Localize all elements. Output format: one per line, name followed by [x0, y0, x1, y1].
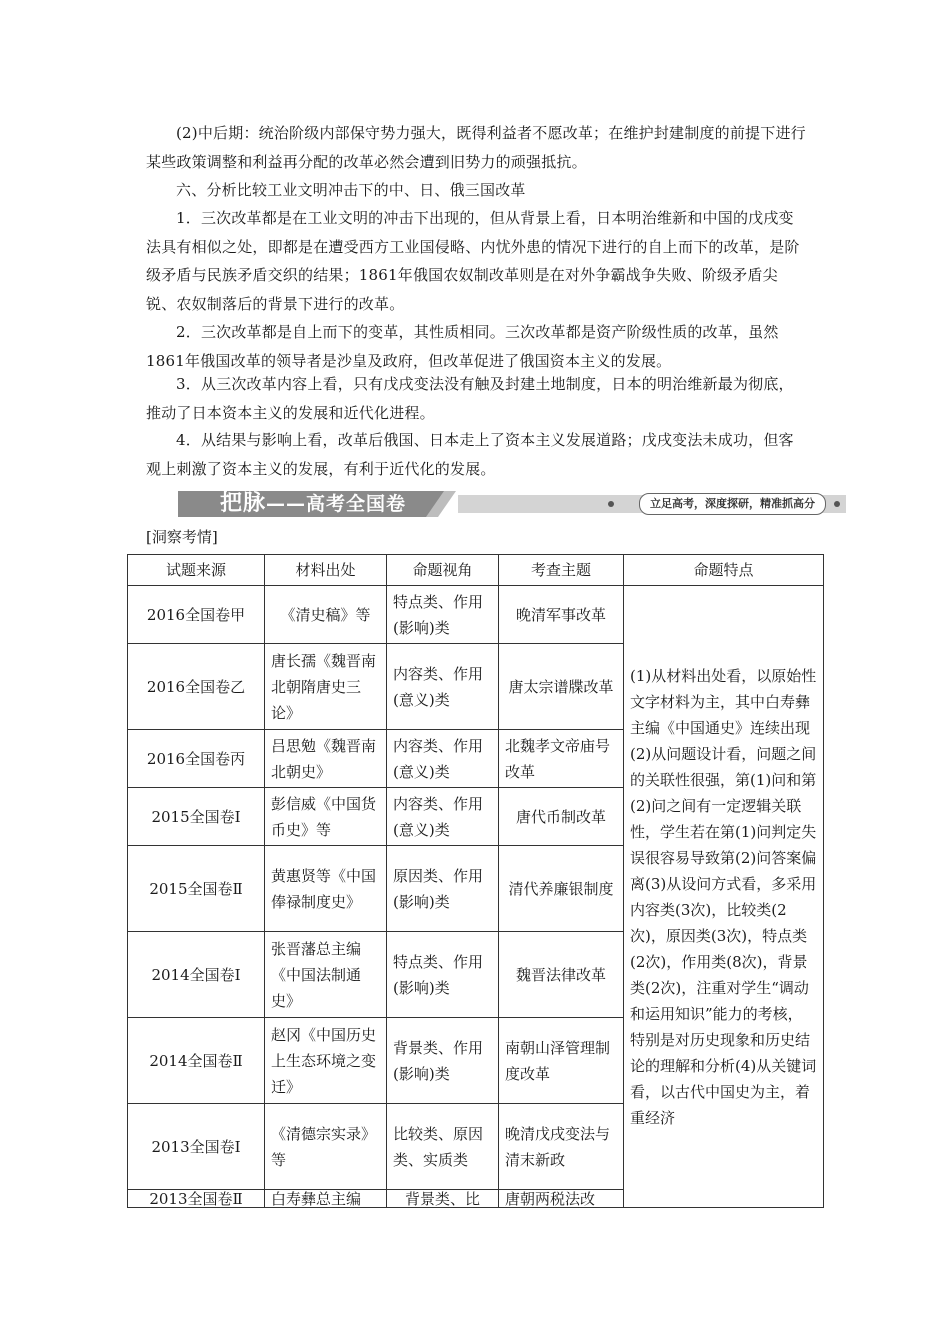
banner-title-sub: 高考全国卷 — [306, 493, 407, 515]
cell-source: 2016全国卷甲 — [128, 586, 265, 644]
section-banner — [178, 489, 846, 519]
banner-title-main: 把脉 — [220, 491, 267, 516]
section-heading-six: 六、分析比较工业文明冲击下的中、日、俄三国改革 — [176, 181, 526, 199]
cell-source: 2013全国卷Ⅰ — [128, 1104, 265, 1190]
header-perspective: 命题视角 — [387, 555, 499, 586]
cell-topic: 晚清戊戌变法与清末新政 — [499, 1104, 624, 1190]
cell-perspective: 内容类、作用(意义)类 — [387, 644, 499, 730]
section-label: [洞察考情] — [146, 528, 218, 546]
cell-topic: 北魏孝文帝庙号改革 — [499, 730, 624, 788]
banner-title-dash: —— — [266, 493, 307, 515]
cell-source: 2016全国卷乙 — [128, 644, 265, 730]
cell-material: 彭信威《中国货币史》等 — [265, 788, 387, 846]
table-row — [128, 586, 824, 644]
banner-title — [220, 489, 406, 519]
cell-material: 白寿彝总主编 — [265, 1190, 387, 1208]
cell-perspective: 背景类、作用(影响)类 — [387, 1018, 499, 1104]
cell-material: 黄惠贤等《中国俸禄制度史》 — [265, 846, 387, 932]
header-source: 试题来源 — [128, 555, 265, 586]
cell-source: 2014全国卷Ⅱ — [128, 1018, 265, 1104]
cell-material: 赵冈《中国历史上生态环境之变迁》 — [265, 1018, 387, 1104]
cell-features: (1)从材料出处看，以原始性文字材料为主，其中白寿彝主编《中国通史》连续出现(2)从问题设计看，问题之间的关联性很强，第(1)问和第(2)问之间有一定逻辑关联性，学生若在第(1)问判定失误很容易导致第(2)问答案偏离(3)从设问方式看，多采用内容类(3次)，比较类(2次)，原因类(3次)，特点类(2次)，作用类(8次)，背景类(2次)，注重对学生“调动和运用知识”能力的考核，特别是对历史现象和历史结论的理解和分析(4)从关键词看，以古代中国史为主，着重经济 — [624, 586, 824, 1208]
cell-perspective: 比较类、原因类、实质类 — [387, 1104, 499, 1190]
header-material: 材料出处 — [265, 555, 387, 586]
cell-material: 吕思勉《魏晋南北朝史》 — [265, 730, 387, 788]
cell-perspective: 背景类、比 — [387, 1190, 499, 1208]
header-topic: 考查主题 — [499, 555, 624, 586]
cell-perspective: 特点类、作用(影响)类 — [387, 586, 499, 644]
paragraph-point-4: 4．从结果与影响上看，改革后俄国、日本走上了资本主义发展道路；戊戌变法未成功，但客观上刺激了资本主义的发展，有利于近代化的发展。 — [146, 431, 794, 478]
cell-perspective: 特点类、作用(影响)类 — [387, 932, 499, 1018]
paragraph-reform-later-period: (2)中后期：统治阶级内部保守势力强大，既得利益者不愿改革；在维护封建制度的前提下进行某些政策调整和利益再分配的改革必然会遭到旧势力的顽强抵抗。 — [146, 124, 806, 171]
cell-topic: 唐太宗谱牒改革 — [499, 644, 624, 730]
paragraph-point-3: 3．从三次改革内容上看，只有戊戌变法没有触及封建土地制度，日本的明治维新最为彻底，推动了日本资本主义的发展和近代化进程。 — [146, 375, 794, 422]
paragraph-point-2: 2．三次改革都是自上而下的变革，其性质相同。三次改革都是资产阶级性质的改革，虽然1861年俄国改革的领导者是沙皇及政府，但改革促进了俄国资本主义的发展。 — [146, 323, 779, 370]
cell-perspective: 内容类、作用(意义)类 — [387, 730, 499, 788]
cell-source: 2013全国卷Ⅱ — [128, 1190, 265, 1208]
cell-perspective: 原因类、作用(影响)类 — [387, 846, 499, 932]
cell-topic: 南朝山泽管理制度改革 — [499, 1018, 624, 1104]
cell-material: 《清德宗实录》等 — [265, 1104, 387, 1190]
paragraph-point-1: 1．三次改革都是在工业文明的冲击下出现的，但从背景上看，日本明治维新和中国的戊戌变法具有相似之处，即都是在遭受西方工业国侵略、内忧外患的情况下进行的自上而下的改革，是阶级矛盾与民族矛盾交织的结果；1861年俄国农奴制改革则是在对外争霸战争失败、阶级矛盾尖锐、农奴制落后的背景下进行的改革。 — [146, 209, 800, 313]
banner-dot-left — [608, 501, 614, 507]
cell-source: 2014全国卷Ⅰ — [128, 932, 265, 1018]
header-features: 命题特点 — [624, 555, 824, 586]
cell-material: 张晋藩总主编《中国法制通史》 — [265, 932, 387, 1018]
exam-analysis-table — [127, 554, 824, 1208]
table-header-row — [128, 555, 824, 586]
cell-perspective: 内容类、作用(意义)类 — [387, 788, 499, 846]
cell-topic: 晚清军事改革 — [499, 586, 624, 644]
cell-topic: 清代养廉银制度 — [499, 846, 624, 932]
banner-slogan: 立足高考，深度探研，精准抓高分 — [639, 493, 826, 515]
cell-source: 2015全国卷Ⅰ — [128, 788, 265, 846]
cell-material: 唐长孺《魏晋南北朝隋唐史三论》 — [265, 644, 387, 730]
cell-source: 2015全国卷Ⅱ — [128, 846, 265, 932]
cell-topic: 魏晋法律改革 — [499, 932, 624, 1018]
cell-material: 《清史稿》等 — [265, 586, 387, 644]
banner-dot-right — [834, 501, 840, 507]
cell-source: 2016全国卷丙 — [128, 730, 265, 788]
cell-topic: 唐代币制改革 — [499, 788, 624, 846]
cell-topic: 唐朝两税法改 — [499, 1190, 624, 1208]
